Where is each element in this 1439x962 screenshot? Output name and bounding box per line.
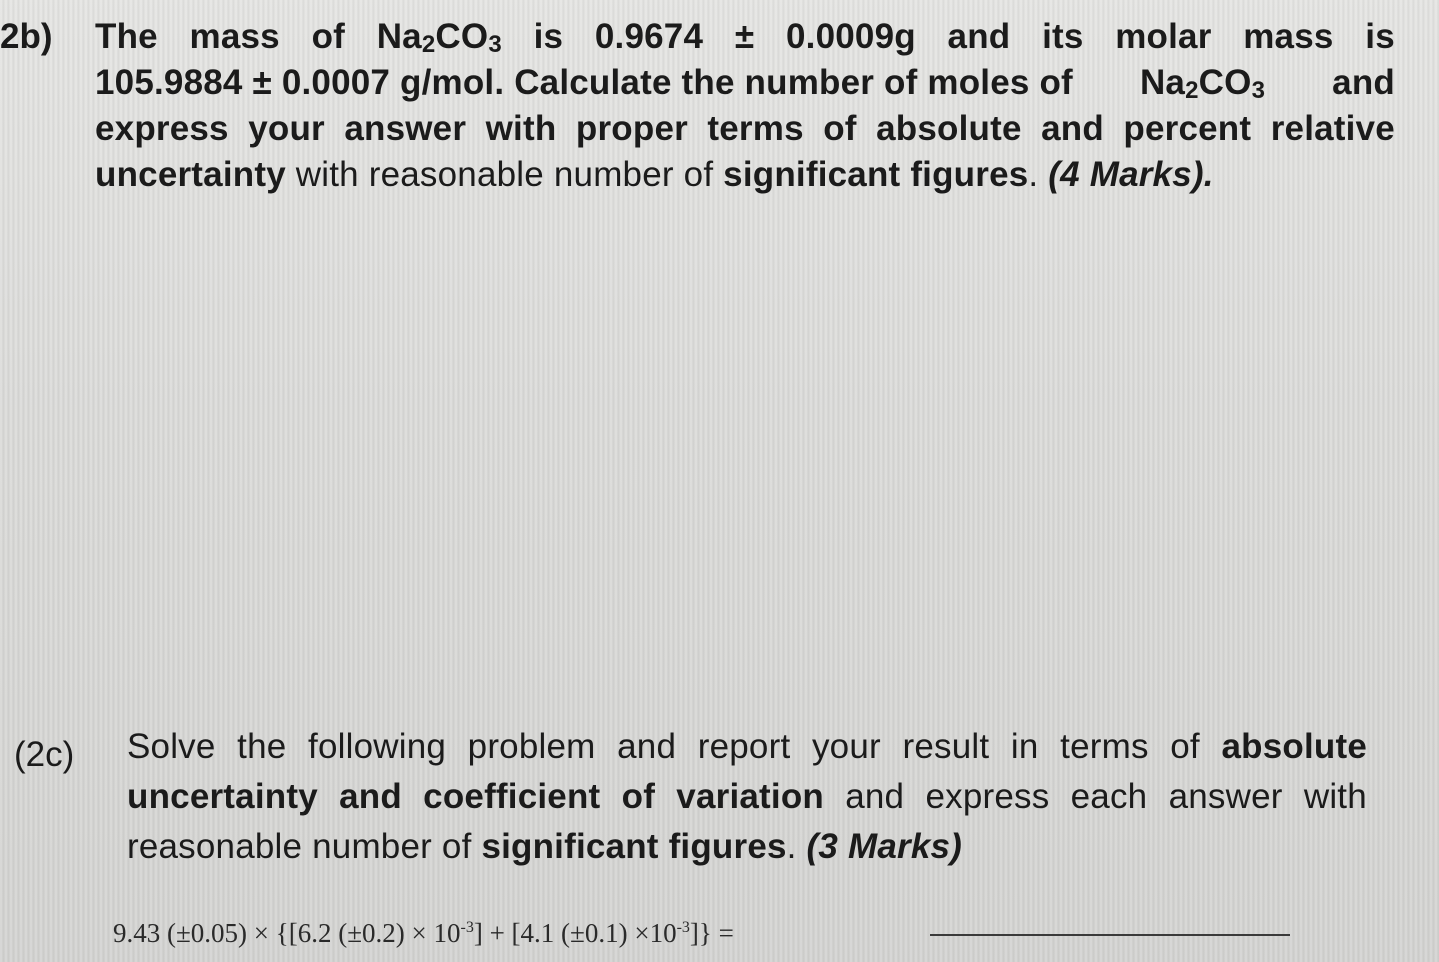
word: and [339,777,402,816]
word: uncertainty [127,777,318,816]
word: and [617,727,677,766]
question-number-2b: 2b) [0,17,53,56]
word: absolute [876,109,1022,148]
word: with [1303,777,1367,816]
word: relative [1270,109,1395,148]
word: terms [1060,727,1149,766]
word: terms [707,109,804,148]
word: your [811,727,881,766]
bold-term: significant figures [481,827,787,866]
math-expression [113,908,734,953]
bold-term: significant figures [723,155,1029,194]
word: Solve [127,727,216,766]
word: ± [734,17,755,56]
q2b-line-4 [95,152,1395,198]
text-run: 105.9884 ± 0.0007 g/mol. Calculate the number of moles of [95,63,1073,102]
word: and [1041,109,1104,148]
q2c-line-1 [127,724,1367,774]
word: of [621,777,656,816]
word: of [1170,727,1200,766]
word: report [697,727,791,766]
word: molar [1115,17,1212,56]
punctuation: . [786,827,807,866]
expression-part: ]} = [689,918,734,948]
expression-part: ] + [4.1 (±0.1) ×10 [473,918,677,948]
punctuation: . [1028,155,1049,194]
word: 0.0009g [785,17,916,56]
word: proper [575,109,688,148]
text-run: reasonable number of [127,827,482,866]
word: 0.9674 [594,17,704,56]
exponent: -3 [460,919,474,936]
question-2c-text [127,724,1367,874]
word: and [845,777,905,816]
question-2b-text [95,14,1395,198]
word: with [485,109,557,148]
word: mass [189,17,280,56]
q2b-line-3 [95,106,1395,152]
word: answer [344,109,467,148]
marks-label: (3 Marks) [806,827,963,866]
word: percent [1123,109,1252,148]
word: its [1042,17,1084,56]
word: is [1365,17,1395,56]
bold-term: uncertainty [95,155,286,194]
word: express [95,109,229,148]
word: variation [676,777,824,816]
word: your [248,109,325,148]
word: mass [1243,17,1334,56]
bold-term: absolute [1221,727,1367,766]
word: in [1010,727,1039,766]
word: problem [467,727,596,766]
word: answer [1168,777,1283,816]
word: coefficient [423,777,601,816]
word: and [1332,63,1395,102]
marks-label: (4 Marks). [1048,155,1214,194]
word: is [533,17,564,56]
word: and [947,17,1011,56]
word: express [925,777,1050,816]
expression-part: 9.43 (±0.05) × {[6.2 (±0.2) × 10 [113,918,461,948]
text-run: with reasonable number of [285,155,724,194]
word: of [311,17,345,56]
q2b-line-2 [95,60,1395,106]
q2b-line-1 [95,14,1395,60]
chemical-formula: Na2CO3 [1139,63,1266,104]
chemical-formula: Na2CO3 [376,17,502,58]
word: The [95,17,158,56]
question-number-2c: (2c) [14,735,75,774]
word: the [237,727,287,766]
word: of [823,109,857,148]
word: each [1070,777,1148,816]
answer-blank-line[interactable] [930,934,1290,936]
word: following [308,727,447,766]
word: result [902,727,990,766]
q2c-line-2 [127,774,1367,824]
q2c-line-3 [127,824,1367,874]
exponent: -3 [676,919,690,936]
